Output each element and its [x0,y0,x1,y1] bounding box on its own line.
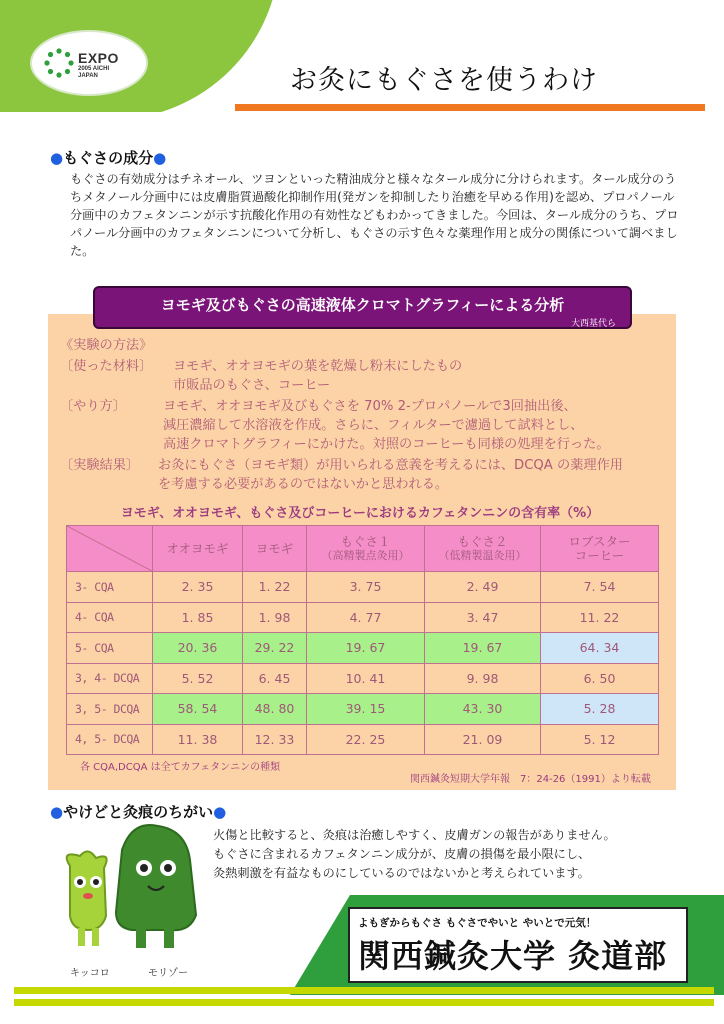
materials-line: 市販品のもぐさ、コーヒー [173,378,331,393]
table-cell: 5. 28 [541,694,659,725]
banner-title: ヨモギ及びもぐさの高速液体クロマトグラフィーによる分析 [160,296,565,314]
table-row [67,724,659,755]
table-header-row [67,526,659,572]
table-cell: 6. 45 [243,663,307,694]
table-cell: 4. 77 [307,602,425,633]
expo-ring-icon [44,48,74,78]
procedure-line: ヨモギ、オオヨモギ及びもぐさを 70% 2‐プロパノールで3回抽出後、 [163,399,577,414]
table-cell: 22. 25 [307,724,425,755]
table-cell: 20. 36 [153,633,243,664]
table-source: 関西鍼灸短期大学年報 7：24-26（1991）より転載 [410,774,651,785]
bullet-dot-icon: ● [50,803,64,821]
caffetannin-table [66,525,659,755]
table-cell: 29. 22 [243,633,307,664]
row-label: 3, 5- DCQA [67,694,153,725]
table-title: ヨモギ、オオヨモギ、もぐさ及びコーヒーにおけるカフェタンニンの含有率（%） [120,506,600,521]
mascot-name-right: モリゾー [148,968,188,979]
table-cell: 12. 33 [243,724,307,755]
table-corner-cell [67,526,153,572]
table-cell: 58. 54 [153,694,243,725]
row-label: 5- CQA [67,633,153,664]
materials-line: ヨモギ、オオヨモギの葉を乾燥し粉末にしたもの [173,359,463,374]
table-row [67,602,659,633]
page-title: お灸にもぐさを使うわけ [290,65,598,96]
table-cell: 48. 80 [243,694,307,725]
procedure-label: 〔やり方〕 [60,399,126,414]
table-cell: 11. 22 [541,602,659,633]
table-row [67,663,659,694]
row-label: 3, 4- DCQA [67,663,153,694]
intro-paragraph: もぐさの有効成分はチネオール、ツヨンといった精油成分と様々なタール成分に分けられます。タール成分のうちメタノール分画中には皮膚脂質過酸化抑制作用(発ガンを抑制したり治癒を早める作用)を認め、プロパノール分画中のカフェタンニンが示す抗酸化作用の有効性などもわかってきました。今回は、タール成分のうち、プロパノール分画中のカフェタンニンについて分析し、もぐさの示す色々な薬理作用と成分の関係について調べました。 [70,172,679,258]
table-cell: 1. 98 [243,602,307,633]
table-row [67,572,659,603]
table-row [67,694,659,725]
column-header: もぐさ１ （高精製点灸用） [307,526,425,572]
table-cell: 19. 67 [425,633,541,664]
column-header: ロブスター コーヒー [541,526,659,572]
row-label: 4, 5- DCQA [67,724,153,755]
section-heading-burns: ●やけどと灸痕のちがい● [50,803,227,821]
row-label: 4- CQA [67,602,153,633]
table-cell: 7. 54 [541,572,659,603]
table-cell: 2. 35 [153,572,243,603]
procedure-line: 高速クロマトグラフィーにかけた。対照のコーヒーも同様の処理を行った。 [163,437,610,452]
row-label: 3- CQA [67,572,153,603]
mascot-characters-icon [40,820,230,960]
table-cell: 11. 38 [153,724,243,755]
procedure-line: 減圧濃縮して水溶液を作成。さらに、フィルターで濾過して試料とし、 [163,418,584,433]
mascot-name-left: キッコロ [70,968,110,979]
bottom-bar [14,987,714,994]
bottom-bar [14,999,714,1006]
table-cell: 3. 47 [425,602,541,633]
club-name: 関西鍼灸大学 灸道部 [358,937,668,975]
column-header: オオヨモギ [153,526,243,572]
expo-logo-sub2: JAPAN [78,73,98,79]
club-signboard [348,907,688,983]
expo-logo-sub1: 2005 AICHI [78,66,110,72]
table-row [67,633,659,664]
header-orange-bar [235,104,705,111]
analysis-banner [93,286,632,329]
table-note: 各 CQA,DCQA は全てカフェタンニンの種類 [80,762,281,773]
table-cell: 64. 34 [541,633,659,664]
footer-tagline: よもぎからもぐさ もぐさでやいと やいとで元気！ [358,917,597,929]
table-cell: 2. 49 [425,572,541,603]
table-cell: 19. 67 [307,633,425,664]
table-cell: 3. 75 [307,572,425,603]
table-cell: 1. 85 [153,602,243,633]
table-cell: 39. 15 [307,694,425,725]
bullet-dot-icon: ● [153,149,167,167]
table-cell: 10. 41 [307,663,425,694]
table-cell: 43. 30 [425,694,541,725]
expo-logo [30,30,148,96]
column-header: もぐさ２ （低精製温灸用） [425,526,541,572]
expo-logo-text: EXPO [78,50,119,66]
table-cell: 9. 98 [425,663,541,694]
column-header: ヨモギ [243,526,307,572]
table-cell: 6. 50 [541,663,659,694]
table-cell: 5. 12 [541,724,659,755]
result-line: を考慮する必要があるのではないかと思われる。 [158,477,449,492]
bullet-dot-icon: ● [213,803,227,821]
table-cell: 21. 09 [425,724,541,755]
banner-author: 大西基代ら [570,319,616,329]
table-cell: 5. 52 [153,663,243,694]
section-heading-components: ●もぐさの成分● [50,149,167,167]
bullet-dot-icon: ● [50,149,64,167]
materials-label: 〔使った材料〕 [60,359,153,374]
burn-paragraph: 火傷と比較すると、灸痕は治癒しやすく、皮膚ガンの報告がありません。 もぐさに含まれるカフェタンニン成分が、皮膚の損傷を最小限にし、 灸熱刺激を有益なものにしているのではないかと考えられています。 [213,828,616,880]
result-line: お灸にもぐさ（ヨモギ類）が用いられる意義を考えるには、DCQA の薬理作用 [158,458,623,473]
result-label: 〔実験結果〕 [60,458,140,473]
method-heading: 《実験の方法》 [60,338,153,353]
mascot-illustration [40,820,230,980]
table-cell: 1. 22 [243,572,307,603]
